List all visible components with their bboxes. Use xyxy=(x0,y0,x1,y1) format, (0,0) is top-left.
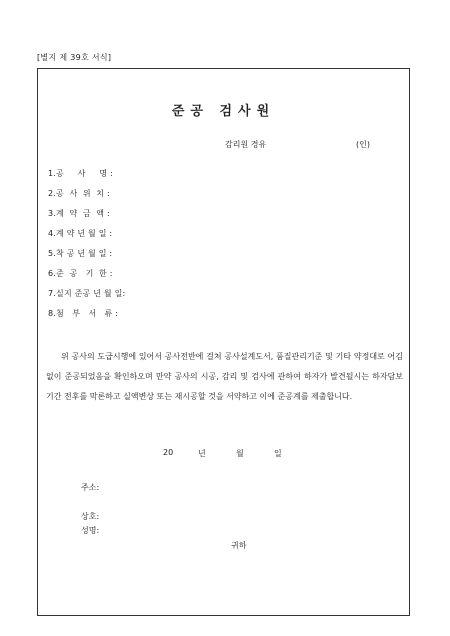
item-attachments: 8.첨 부 서 류 : xyxy=(48,309,119,318)
item-project-name: 1.공 사 명 : xyxy=(48,169,113,178)
company-label: 상호: xyxy=(81,512,100,521)
document-frame xyxy=(37,68,410,616)
date-year: 20 xyxy=(163,448,174,457)
seal-mark: (인) xyxy=(356,140,370,149)
item-contract-amount: 3.계 약 금 액 : xyxy=(48,209,110,218)
item-contract-date: 4.계 약 년 월 일 : xyxy=(48,229,113,238)
date-day-unit: 일 xyxy=(274,449,282,458)
item-completion-deadline: 6.준 공 기 한 : xyxy=(48,269,113,278)
date-year-unit: 년 xyxy=(198,449,206,458)
declaration-text: 위 공사의 도급시행에 있어서 공사전반에 걸쳐 공사설계도서, 품질관리기준 및 기타 약정대로 어김없이 준공되었음을 확인하오며 만약 공사의 시공, 감리 및 검사에 관하여 하자가 발견될시는 하자담보기간 전후를 막론하고 실액변상 또는 재시공할 것을 서약하고 이에 준공계를 제출합니다. xyxy=(46,352,403,401)
name-label: 성명: xyxy=(81,526,100,535)
address-label: 주소: xyxy=(81,483,100,492)
form-reference: [별지 제 39호 서식] xyxy=(37,53,112,62)
supervisor-via-label: 감리원 경유 xyxy=(225,140,267,149)
recipient-label: 귀하 xyxy=(231,541,247,550)
date-month-unit: 월 xyxy=(236,449,244,458)
item-project-location: 2.공 사 위 치 : xyxy=(48,189,110,198)
document-title: 준공 검사원 xyxy=(171,104,276,119)
item-actual-completion-date: 7.실지 준공 년 월 일: xyxy=(48,289,126,298)
item-start-date: 5.착 공 년 월 일 : xyxy=(48,249,113,258)
